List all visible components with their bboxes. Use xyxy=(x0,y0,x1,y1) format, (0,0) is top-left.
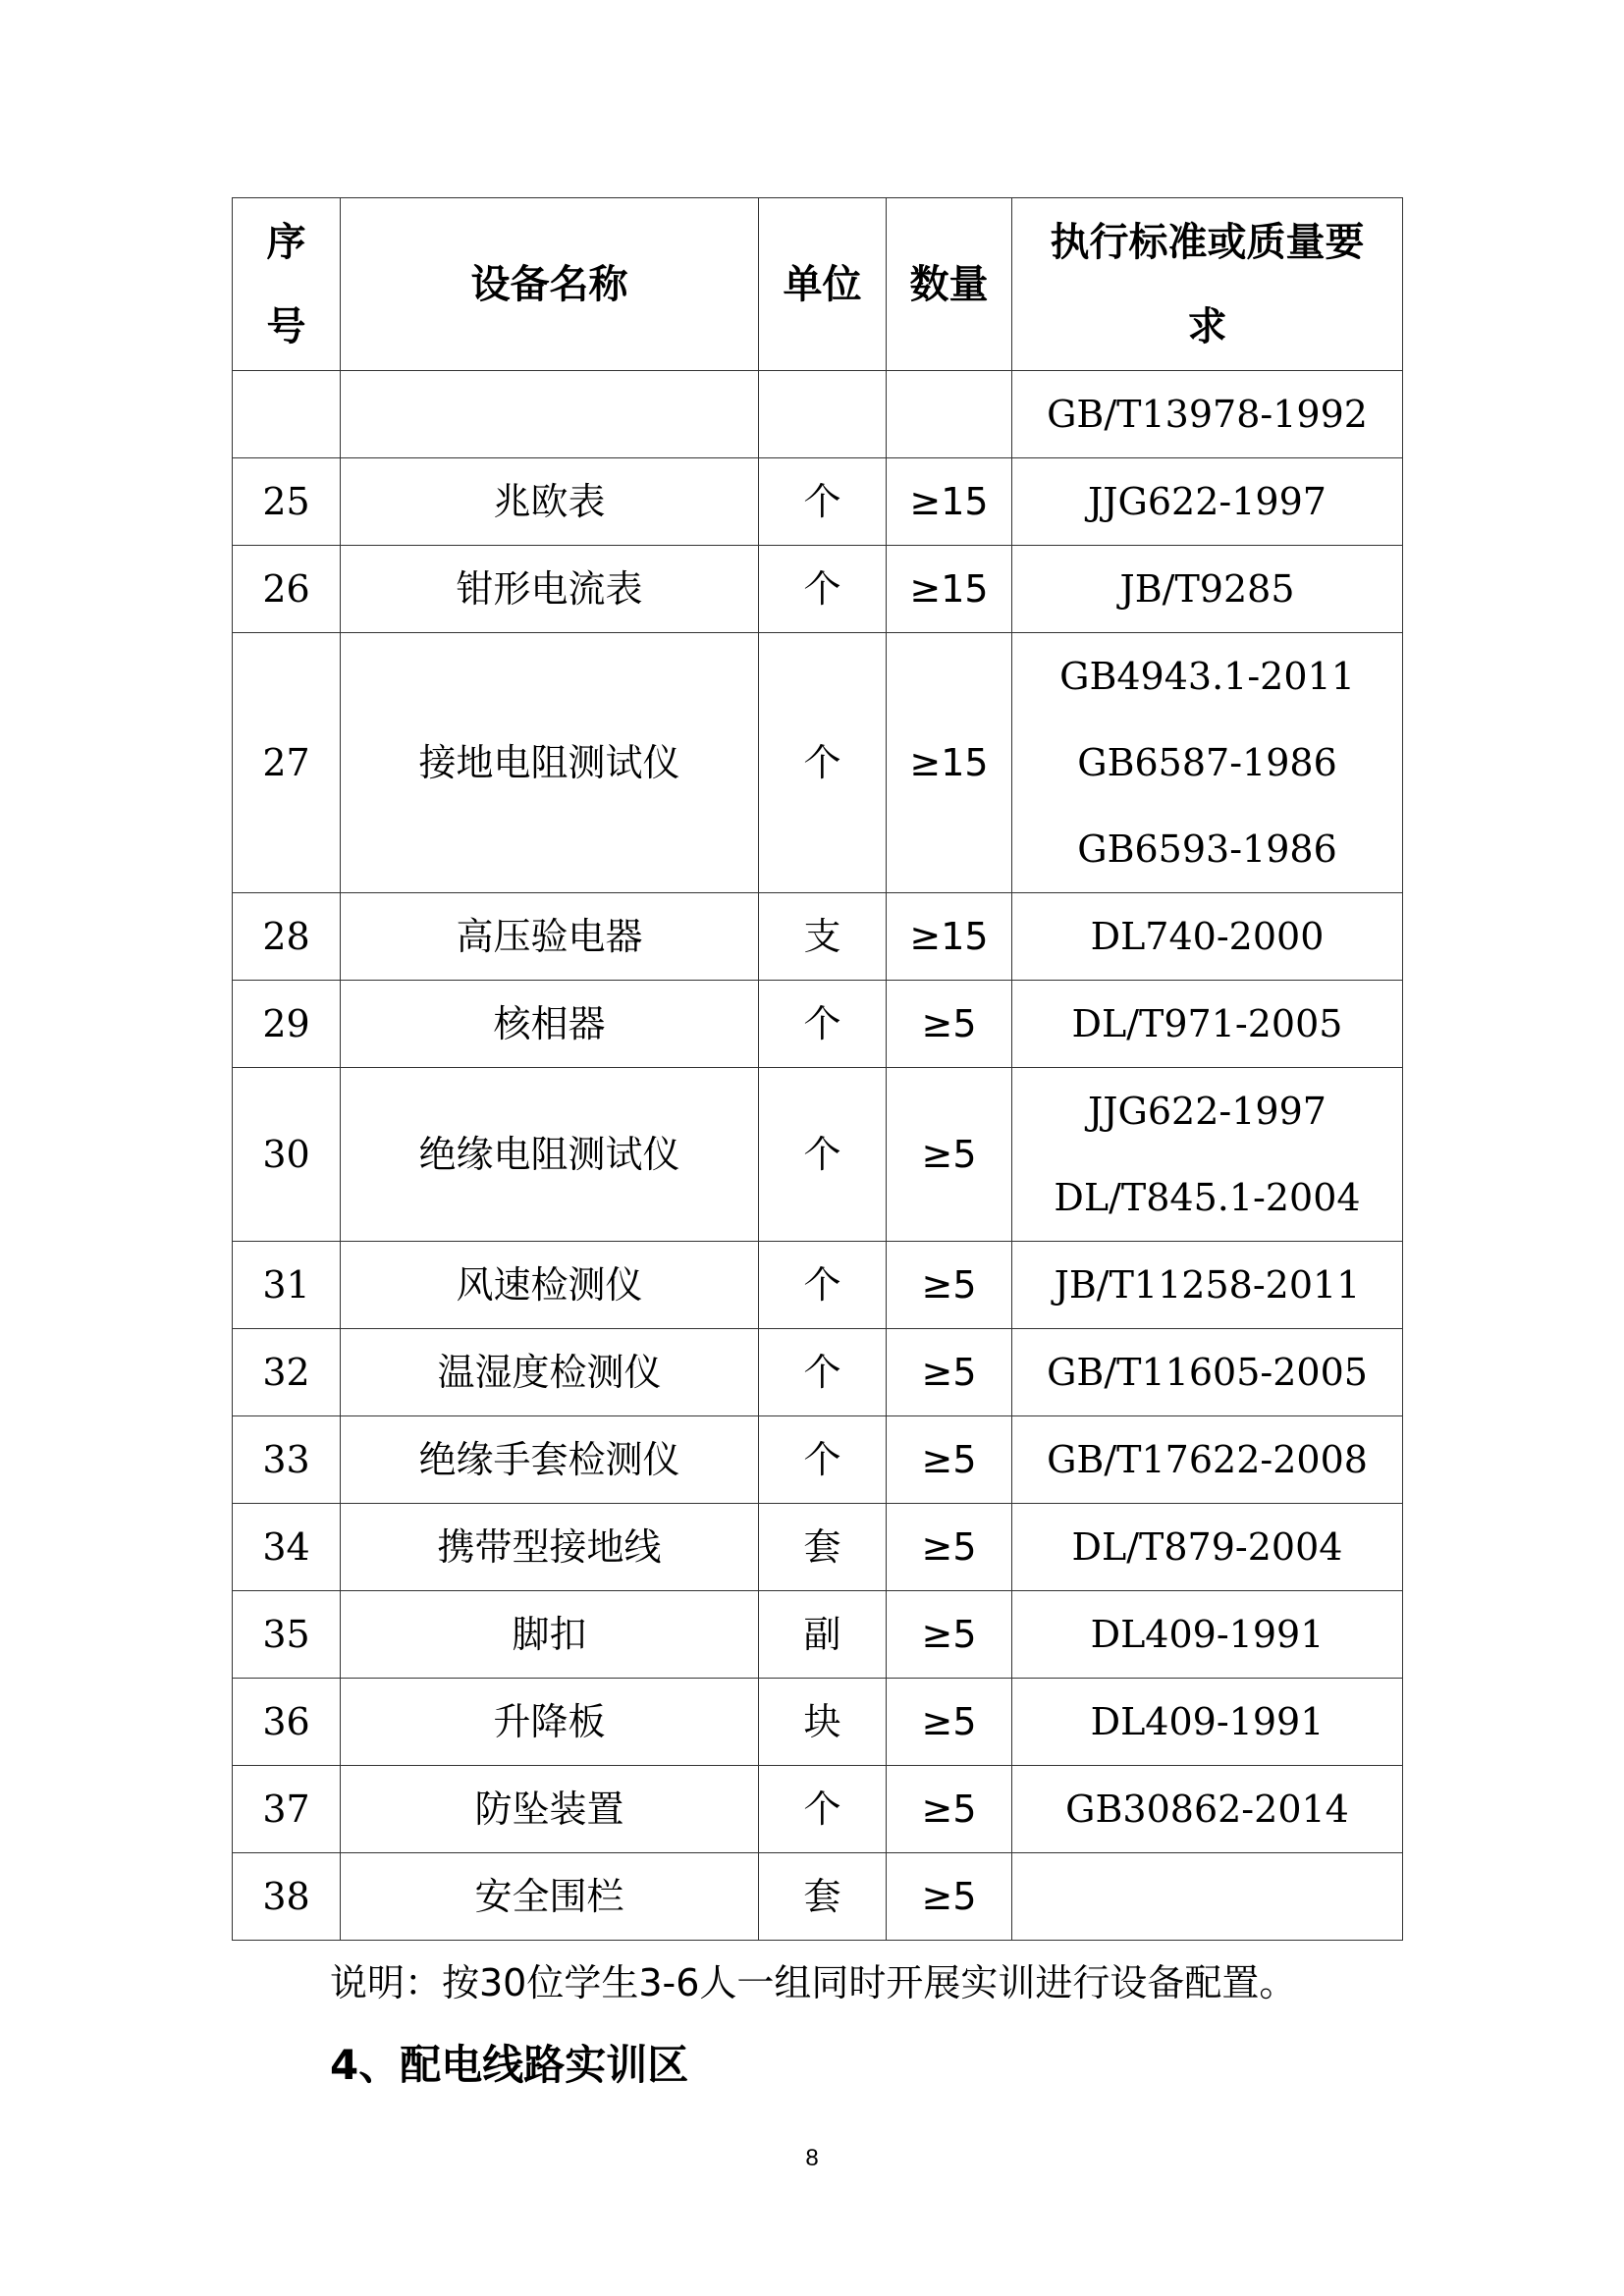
cell-no: 32 xyxy=(233,1329,341,1416)
table-row xyxy=(233,1416,1403,1504)
standard-line: JJG622-1997 xyxy=(1088,480,1326,523)
table-row xyxy=(233,546,1403,633)
cell-no: 35 xyxy=(233,1591,341,1679)
cell-unit: 个 xyxy=(759,1068,887,1242)
cell-name: 风速检测仪 xyxy=(341,1242,759,1329)
cell-standard xyxy=(1012,458,1403,546)
cell-unit: 个 xyxy=(759,1766,887,1853)
standard-line: DL/T879-2004 xyxy=(1071,1525,1343,1569)
table-row xyxy=(233,458,1403,546)
cell-name xyxy=(341,371,759,458)
cell-qty: ≥5 xyxy=(887,1679,1012,1766)
header-qty: 数量 xyxy=(887,198,1012,371)
cell-no: 28 xyxy=(233,893,341,981)
cell-no: 33 xyxy=(233,1416,341,1504)
page-number: 8 xyxy=(805,2145,819,2171)
cell-no: 34 xyxy=(233,1504,341,1591)
cell-unit: 个 xyxy=(759,981,887,1068)
header-unit: 单位 xyxy=(759,198,887,371)
cell-name: 绝缘电阻测试仪 xyxy=(341,1068,759,1242)
cell-standard xyxy=(1012,893,1403,981)
standard-line: GB/T11605-2005 xyxy=(1047,1351,1368,1394)
header-standard: 执行标准或质量要 求 xyxy=(1012,198,1403,371)
cell-qty: ≥5 xyxy=(887,1504,1012,1591)
cell-no: 31 xyxy=(233,1242,341,1329)
cell-name: 钳形电流表 xyxy=(341,546,759,633)
standard-line: GB30862-2014 xyxy=(1065,1788,1349,1831)
cell-name: 高压验电器 xyxy=(341,893,759,981)
cell-name: 脚扣 xyxy=(341,1591,759,1679)
table-row xyxy=(233,1679,1403,1766)
table-row xyxy=(233,1242,1403,1329)
cell-unit: 个 xyxy=(759,1329,887,1416)
table-row xyxy=(233,1329,1403,1416)
cell-standard xyxy=(1012,1242,1403,1329)
cell-standard xyxy=(1012,1068,1403,1242)
standard-line: GB6587-1986 xyxy=(1077,741,1337,784)
equipment-table xyxy=(232,197,1403,1941)
cell-qty: ≥15 xyxy=(887,458,1012,546)
cell-unit: 套 xyxy=(759,1504,887,1591)
standard-line: GB6593-1986 xyxy=(1077,828,1337,871)
table-note: 说明：按30位学生3-6人一组同时开展实训进行设备配置。 xyxy=(330,1961,1297,2004)
cell-standard xyxy=(1012,981,1403,1068)
table-row xyxy=(233,1504,1403,1591)
cell-no xyxy=(233,371,341,458)
cell-unit: 个 xyxy=(759,633,887,893)
cell-no: 25 xyxy=(233,458,341,546)
table-header-row xyxy=(233,198,1403,371)
cell-unit: 副 xyxy=(759,1591,887,1679)
cell-standard xyxy=(1012,1679,1403,1766)
cell-qty xyxy=(887,371,1012,458)
cell-no: 29 xyxy=(233,981,341,1068)
cell-unit xyxy=(759,371,887,458)
cell-name: 安全围栏 xyxy=(341,1853,759,1941)
table-row xyxy=(233,981,1403,1068)
cell-standard xyxy=(1012,546,1403,633)
cell-standard xyxy=(1012,1591,1403,1679)
cell-unit: 支 xyxy=(759,893,887,981)
cell-name: 升降板 xyxy=(341,1679,759,1766)
cell-name: 防坠装置 xyxy=(341,1766,759,1853)
standard-line: GB/T13978-1992 xyxy=(1047,393,1368,436)
standard-line: DL/T971-2005 xyxy=(1071,1002,1343,1045)
cell-qty: ≥15 xyxy=(887,893,1012,981)
standard-line: DL/T845.1-2004 xyxy=(1054,1176,1361,1219)
table-row xyxy=(233,893,1403,981)
cell-no: 38 xyxy=(233,1853,341,1941)
standard-line: GB/T17622-2008 xyxy=(1047,1438,1368,1481)
cell-standard xyxy=(1012,1504,1403,1591)
cell-name: 接地电阻测试仪 xyxy=(341,633,759,893)
standard-line: DL740-2000 xyxy=(1090,915,1325,958)
cell-name: 携带型接地线 xyxy=(341,1504,759,1591)
cell-unit: 个 xyxy=(759,1416,887,1504)
cell-name: 核相器 xyxy=(341,981,759,1068)
cell-qty: ≥5 xyxy=(887,1853,1012,1941)
standard-line: GB4943.1-2011 xyxy=(1059,655,1355,698)
standard-line: JJG622-1997 xyxy=(1088,1090,1326,1133)
cell-qty: ≥5 xyxy=(887,981,1012,1068)
cell-standard xyxy=(1012,1853,1403,1941)
cell-qty: ≥5 xyxy=(887,1329,1012,1416)
standard-line: DL409-1991 xyxy=(1090,1700,1325,1743)
cell-unit: 个 xyxy=(759,458,887,546)
table-row-continuation xyxy=(233,371,1403,458)
cell-qty: ≥5 xyxy=(887,1068,1012,1242)
table-row xyxy=(233,1766,1403,1853)
cell-name: 绝缘手套检测仪 xyxy=(341,1416,759,1504)
standard-line: JB/T11258-2011 xyxy=(1054,1263,1361,1307)
cell-no: 36 xyxy=(233,1679,341,1766)
cell-unit: 块 xyxy=(759,1679,887,1766)
header-name: 设备名称 xyxy=(341,198,759,371)
cell-name: 温湿度检测仪 xyxy=(341,1329,759,1416)
cell-qty: ≥15 xyxy=(887,546,1012,633)
section-heading: 4、配电线路实训区 xyxy=(330,2041,689,2089)
cell-standard xyxy=(1012,1416,1403,1504)
cell-standard xyxy=(1012,1766,1403,1853)
table-row xyxy=(233,1591,1403,1679)
cell-unit: 个 xyxy=(759,1242,887,1329)
cell-qty: ≥5 xyxy=(887,1242,1012,1329)
cell-qty: ≥5 xyxy=(887,1766,1012,1853)
cell-no: 37 xyxy=(233,1766,341,1853)
table-row xyxy=(233,1068,1403,1242)
cell-standard xyxy=(1012,1329,1403,1416)
header-no: 序 号 xyxy=(233,198,341,371)
table-row xyxy=(233,1853,1403,1941)
standard-line: JB/T9285 xyxy=(1119,567,1295,611)
cell-qty: ≥15 xyxy=(887,633,1012,893)
cell-no: 27 xyxy=(233,633,341,893)
cell-standard xyxy=(1012,633,1403,893)
cell-unit: 套 xyxy=(759,1853,887,1941)
cell-no: 30 xyxy=(233,1068,341,1242)
cell-name: 兆欧表 xyxy=(341,458,759,546)
cell-unit: 个 xyxy=(759,546,887,633)
standard-line: DL409-1991 xyxy=(1090,1613,1325,1656)
cell-qty: ≥5 xyxy=(887,1591,1012,1679)
table-row xyxy=(233,633,1403,893)
cell-no: 26 xyxy=(233,546,341,633)
cell-qty: ≥5 xyxy=(887,1416,1012,1504)
cell-standard xyxy=(1012,371,1403,458)
